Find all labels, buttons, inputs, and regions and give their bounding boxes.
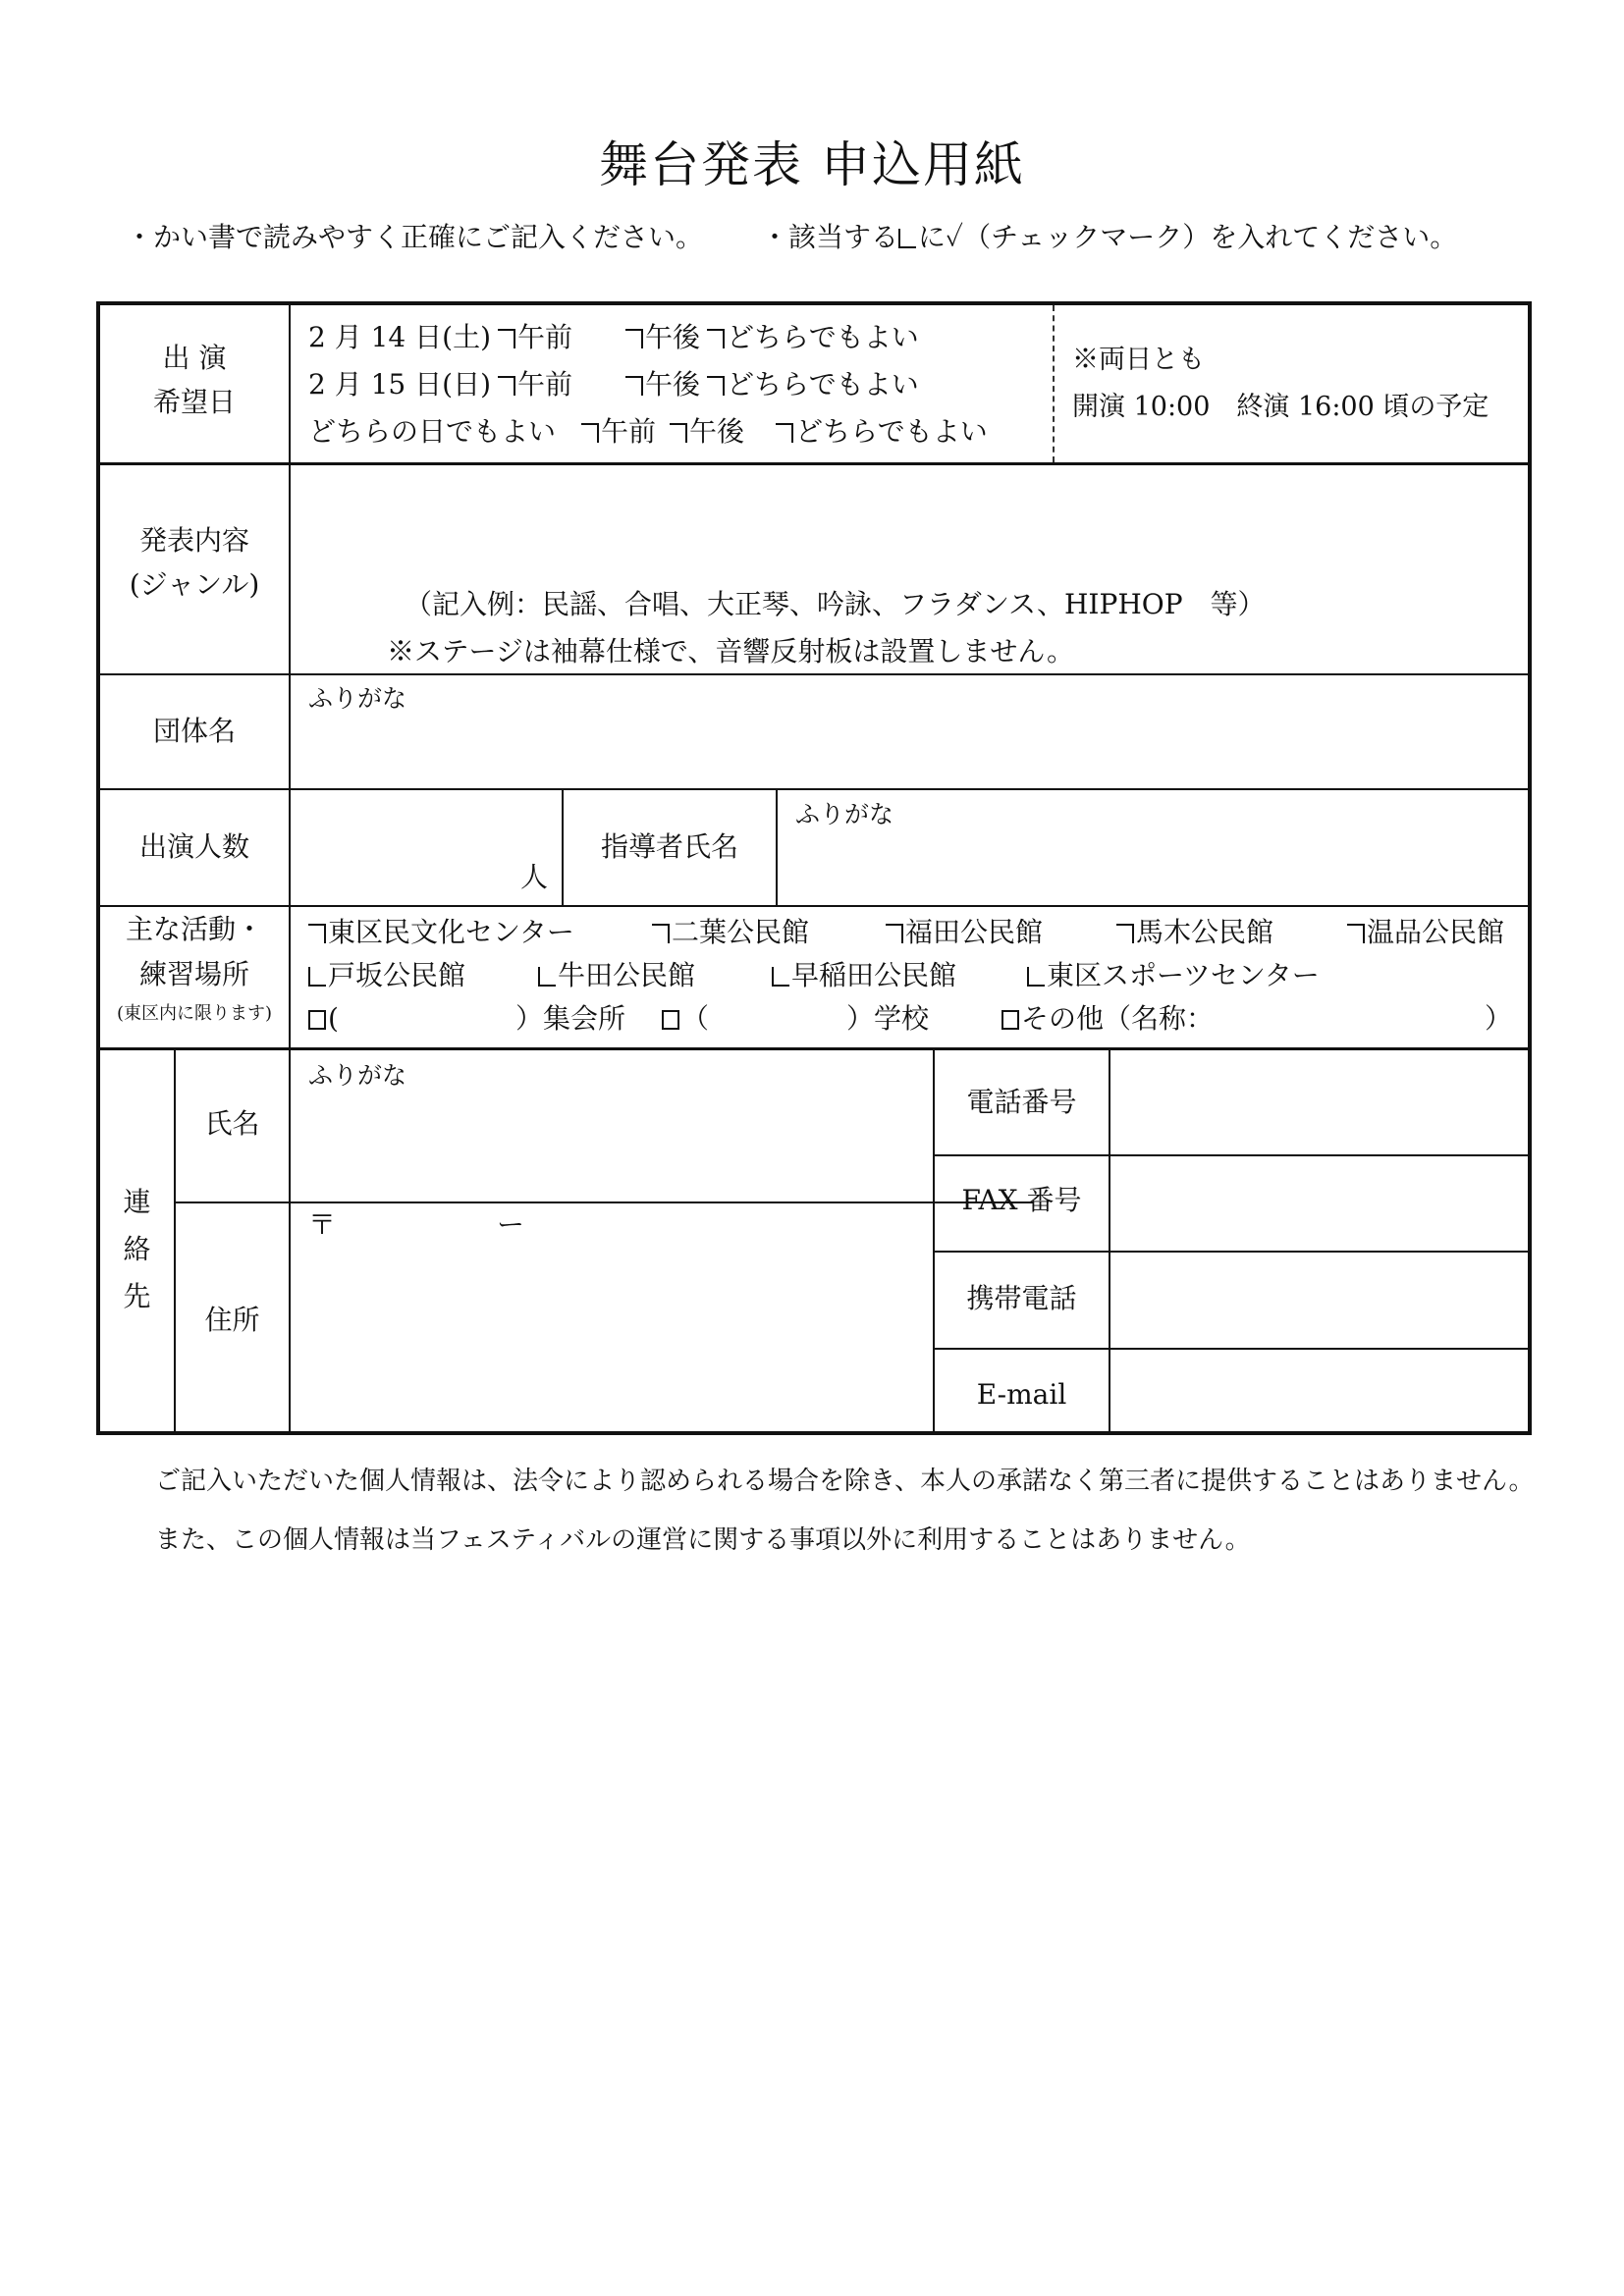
schedule-row-3 <box>308 415 556 449</box>
contact-name-input[interactable] <box>297 1096 925 1195</box>
option-label: 午後 <box>645 368 701 400</box>
schedule-row-1-opt3[interactable] <box>707 321 919 354</box>
schedule-label-line2: 希望日 <box>152 385 236 418</box>
checkbox-icon[interactable] <box>308 967 326 987</box>
checkbox-icon[interactable] <box>707 376 725 396</box>
bracket-open: ( <box>328 1002 339 1035</box>
schedule-row-3-opt3[interactable] <box>776 415 988 449</box>
checkbox-icon[interactable] <box>1001 1010 1019 1030</box>
place-school[interactable] <box>662 1002 929 1036</box>
option-label: 午前 <box>517 321 573 353</box>
leader-furigana: ふりがな <box>795 800 894 828</box>
place-label: 二葉公民館 <box>672 916 810 948</box>
place-meeting-hall[interactable] <box>308 1002 625 1036</box>
option-label: どちらでもよい <box>727 368 919 400</box>
postal-mark: 〒 <box>308 1208 337 1241</box>
activity-label-line2: 練習場所 <box>138 958 249 990</box>
content-example: （記入例：民謡、合唱、大正琴、吟詠、フラダンス、HIPHOP 等） <box>405 588 1266 620</box>
place-label: ）集会所 <box>514 1002 625 1035</box>
performers-unit: 人 <box>520 861 549 893</box>
checkbox-icon[interactable] <box>772 967 789 987</box>
content-label-line1: 発表内容 <box>138 524 249 557</box>
schedule-row-2 <box>308 368 491 401</box>
instruction-checkmark <box>761 216 1457 255</box>
contact-name-label: 氏名 <box>204 1107 260 1140</box>
content-input-area[interactable] <box>306 478 1514 576</box>
schedule-note-1: ※両日とも <box>1072 345 1205 375</box>
place-ushita[interactable] <box>538 959 695 992</box>
contact-label <box>100 1179 174 1320</box>
place-umaki[interactable] <box>1116 916 1273 949</box>
place-label: 馬木公民館 <box>1136 916 1274 948</box>
phone-label: 電話番号 <box>966 1086 1077 1118</box>
checkbox-icon[interactable] <box>662 1010 679 1030</box>
leader-label: 指導者氏名 <box>600 830 738 863</box>
activity-label-line3: (東区内に限ります) <box>116 1003 273 1024</box>
place-label: ）学校 <box>846 1002 930 1035</box>
option-label: どちらでもよい <box>727 321 919 353</box>
checkbox-icon[interactable] <box>538 967 556 987</box>
divider <box>1053 305 1055 462</box>
divider <box>100 788 1528 790</box>
place-hesaka[interactable] <box>308 959 465 992</box>
option-label: 午前 <box>601 415 657 448</box>
stage-note: ※ステージは袖幕仕様で、音響反射板は設置しません。 <box>387 635 1075 667</box>
leader-name-input[interactable] <box>787 835 1514 898</box>
performers-count-input[interactable] <box>297 796 532 894</box>
divider <box>289 305 291 1047</box>
place-higashi-bunka[interactable] <box>308 916 574 949</box>
place-label: 東区スポーツセンター <box>1047 959 1320 991</box>
fax-input[interactable] <box>1115 1159 1520 1246</box>
postal-dash: ー <box>497 1208 525 1241</box>
checkbox-icon[interactable] <box>581 423 599 443</box>
privacy-note-1: ご記入いただいた個人情報は、法令により認められる場合を除き、本人の承諾なく第三者に提供することはありません。 <box>155 1467 1535 1496</box>
schedule-row-1 <box>308 321 491 354</box>
performers-label: 出演人数 <box>138 830 249 863</box>
checkbox-icon[interactable] <box>625 329 643 348</box>
place-label: 早稲田公民館 <box>791 959 957 991</box>
option-label: 午後 <box>645 321 701 353</box>
page-title: 舞台発表 申込用紙 <box>599 136 1025 193</box>
place-waseda[interactable] <box>772 959 956 992</box>
activity-label <box>100 907 289 997</box>
email-label: E-mail <box>976 1378 1067 1411</box>
instruction-handwriting: ・かい書で読みやすく正確にご記入ください。 <box>126 221 704 253</box>
activity-label-line1: 主な活動・ <box>125 913 263 945</box>
group-label: 団体名 <box>152 715 236 747</box>
divider <box>776 788 778 905</box>
checkbox-icon[interactable] <box>670 423 687 443</box>
place-label: 温品公民館 <box>1367 916 1505 948</box>
bracket-close: ） <box>1485 1002 1513 1035</box>
checkbox-icon[interactable] <box>308 924 326 943</box>
checkbox-icon[interactable] <box>1347 924 1365 943</box>
place-fukuda[interactable] <box>886 916 1043 949</box>
phone-input[interactable] <box>1115 1053 1520 1148</box>
schedule-row-2-opt2[interactable] <box>625 368 700 401</box>
place-label: 福田公民館 <box>905 916 1044 948</box>
divider <box>100 1047 1528 1050</box>
contact-label-char: 絡 <box>123 1233 151 1265</box>
checkbox-icon[interactable] <box>886 924 903 943</box>
schedule-row-1-opt2[interactable] <box>625 321 700 354</box>
divider <box>289 1047 291 1435</box>
contact-label-char: 先 <box>123 1280 151 1312</box>
contact-name-furigana: ふりがな <box>308 1061 407 1090</box>
option-label: どちらでもよい <box>795 415 988 448</box>
fax-label: FAX 番号 <box>961 1184 1082 1216</box>
divider <box>933 1154 1528 1156</box>
place-label: 東区民文化センター <box>328 916 574 948</box>
divider <box>933 1348 1528 1350</box>
place-label: 牛田公民館 <box>558 959 696 991</box>
divider <box>100 462 1528 465</box>
instruction-checkmark-post: に✓（チェックマーク）を入れてください。 <box>918 221 1458 253</box>
bracket-open: （ <box>681 1002 710 1035</box>
checkbox-icon[interactable] <box>1116 924 1134 943</box>
mobile-label: 携帯電話 <box>966 1282 1077 1314</box>
schedule-note-2: 開演 10:00 終演 16:00 頃の予定 <box>1072 392 1489 422</box>
checkbox-icon[interactable] <box>707 329 725 348</box>
privacy-note-2: また、この個人情報は当フェスティバルの運営に関する事項以外に利用することはありません。 <box>155 1525 1251 1555</box>
schedule-date: 2 月 15 日(日) <box>308 368 491 400</box>
contact-label-char: 連 <box>123 1186 151 1218</box>
schedule-date: どちらの日でもよい <box>308 415 557 448</box>
contact-address-label: 住所 <box>204 1304 260 1336</box>
schedule-date: 2 月 14 日(土) <box>308 321 491 353</box>
divider <box>933 1251 1528 1253</box>
option-label: 午後 <box>689 415 745 448</box>
schedule-row-2-opt3[interactable] <box>707 368 919 401</box>
divider <box>100 905 1528 907</box>
place-sports-center[interactable] <box>1027 959 1320 992</box>
checkbox-icon[interactable] <box>308 1010 326 1030</box>
checkbox-icon[interactable] <box>652 924 670 943</box>
place-label: 戸坂公民館 <box>328 959 466 991</box>
schedule-label-line1: 出 演 <box>162 342 227 374</box>
mobile-input[interactable] <box>1115 1255 1520 1342</box>
schedule-row-1-opt1[interactable] <box>498 321 572 354</box>
place-other[interactable] <box>1001 1002 1214 1036</box>
instruction-checkmark-pre: ・該当する <box>761 221 899 253</box>
divider <box>100 673 1528 675</box>
schedule-row-3-opt2[interactable] <box>670 415 744 449</box>
schedule-row-2-opt1[interactable] <box>498 368 572 401</box>
content-label <box>100 519 289 608</box>
checkbox-icon[interactable] <box>498 376 515 396</box>
divider <box>1109 1047 1110 1435</box>
place-label: その他（名称： <box>1021 1002 1215 1035</box>
application-form <box>96 301 1532 1435</box>
option-label: 午前 <box>517 368 573 400</box>
checkbox-icon[interactable] <box>498 329 515 348</box>
contact-address-input[interactable] <box>297 1248 925 1424</box>
schedule-row-3-opt1[interactable] <box>581 415 656 449</box>
divider <box>176 1201 1033 1203</box>
place-nukushina[interactable] <box>1347 916 1504 949</box>
place-futaba[interactable] <box>652 916 809 949</box>
group-furigana: ふりがな <box>308 684 407 713</box>
content-label-line2: (ジャンル) <box>129 567 260 601</box>
checkbox-sample-icon <box>898 229 916 248</box>
checkbox-icon[interactable] <box>1027 967 1045 987</box>
schedule-label <box>100 337 289 425</box>
email-input[interactable] <box>1115 1354 1520 1432</box>
group-name-input[interactable] <box>297 718 1514 782</box>
checkbox-icon[interactable] <box>776 423 793 443</box>
checkbox-icon[interactable] <box>625 376 643 396</box>
